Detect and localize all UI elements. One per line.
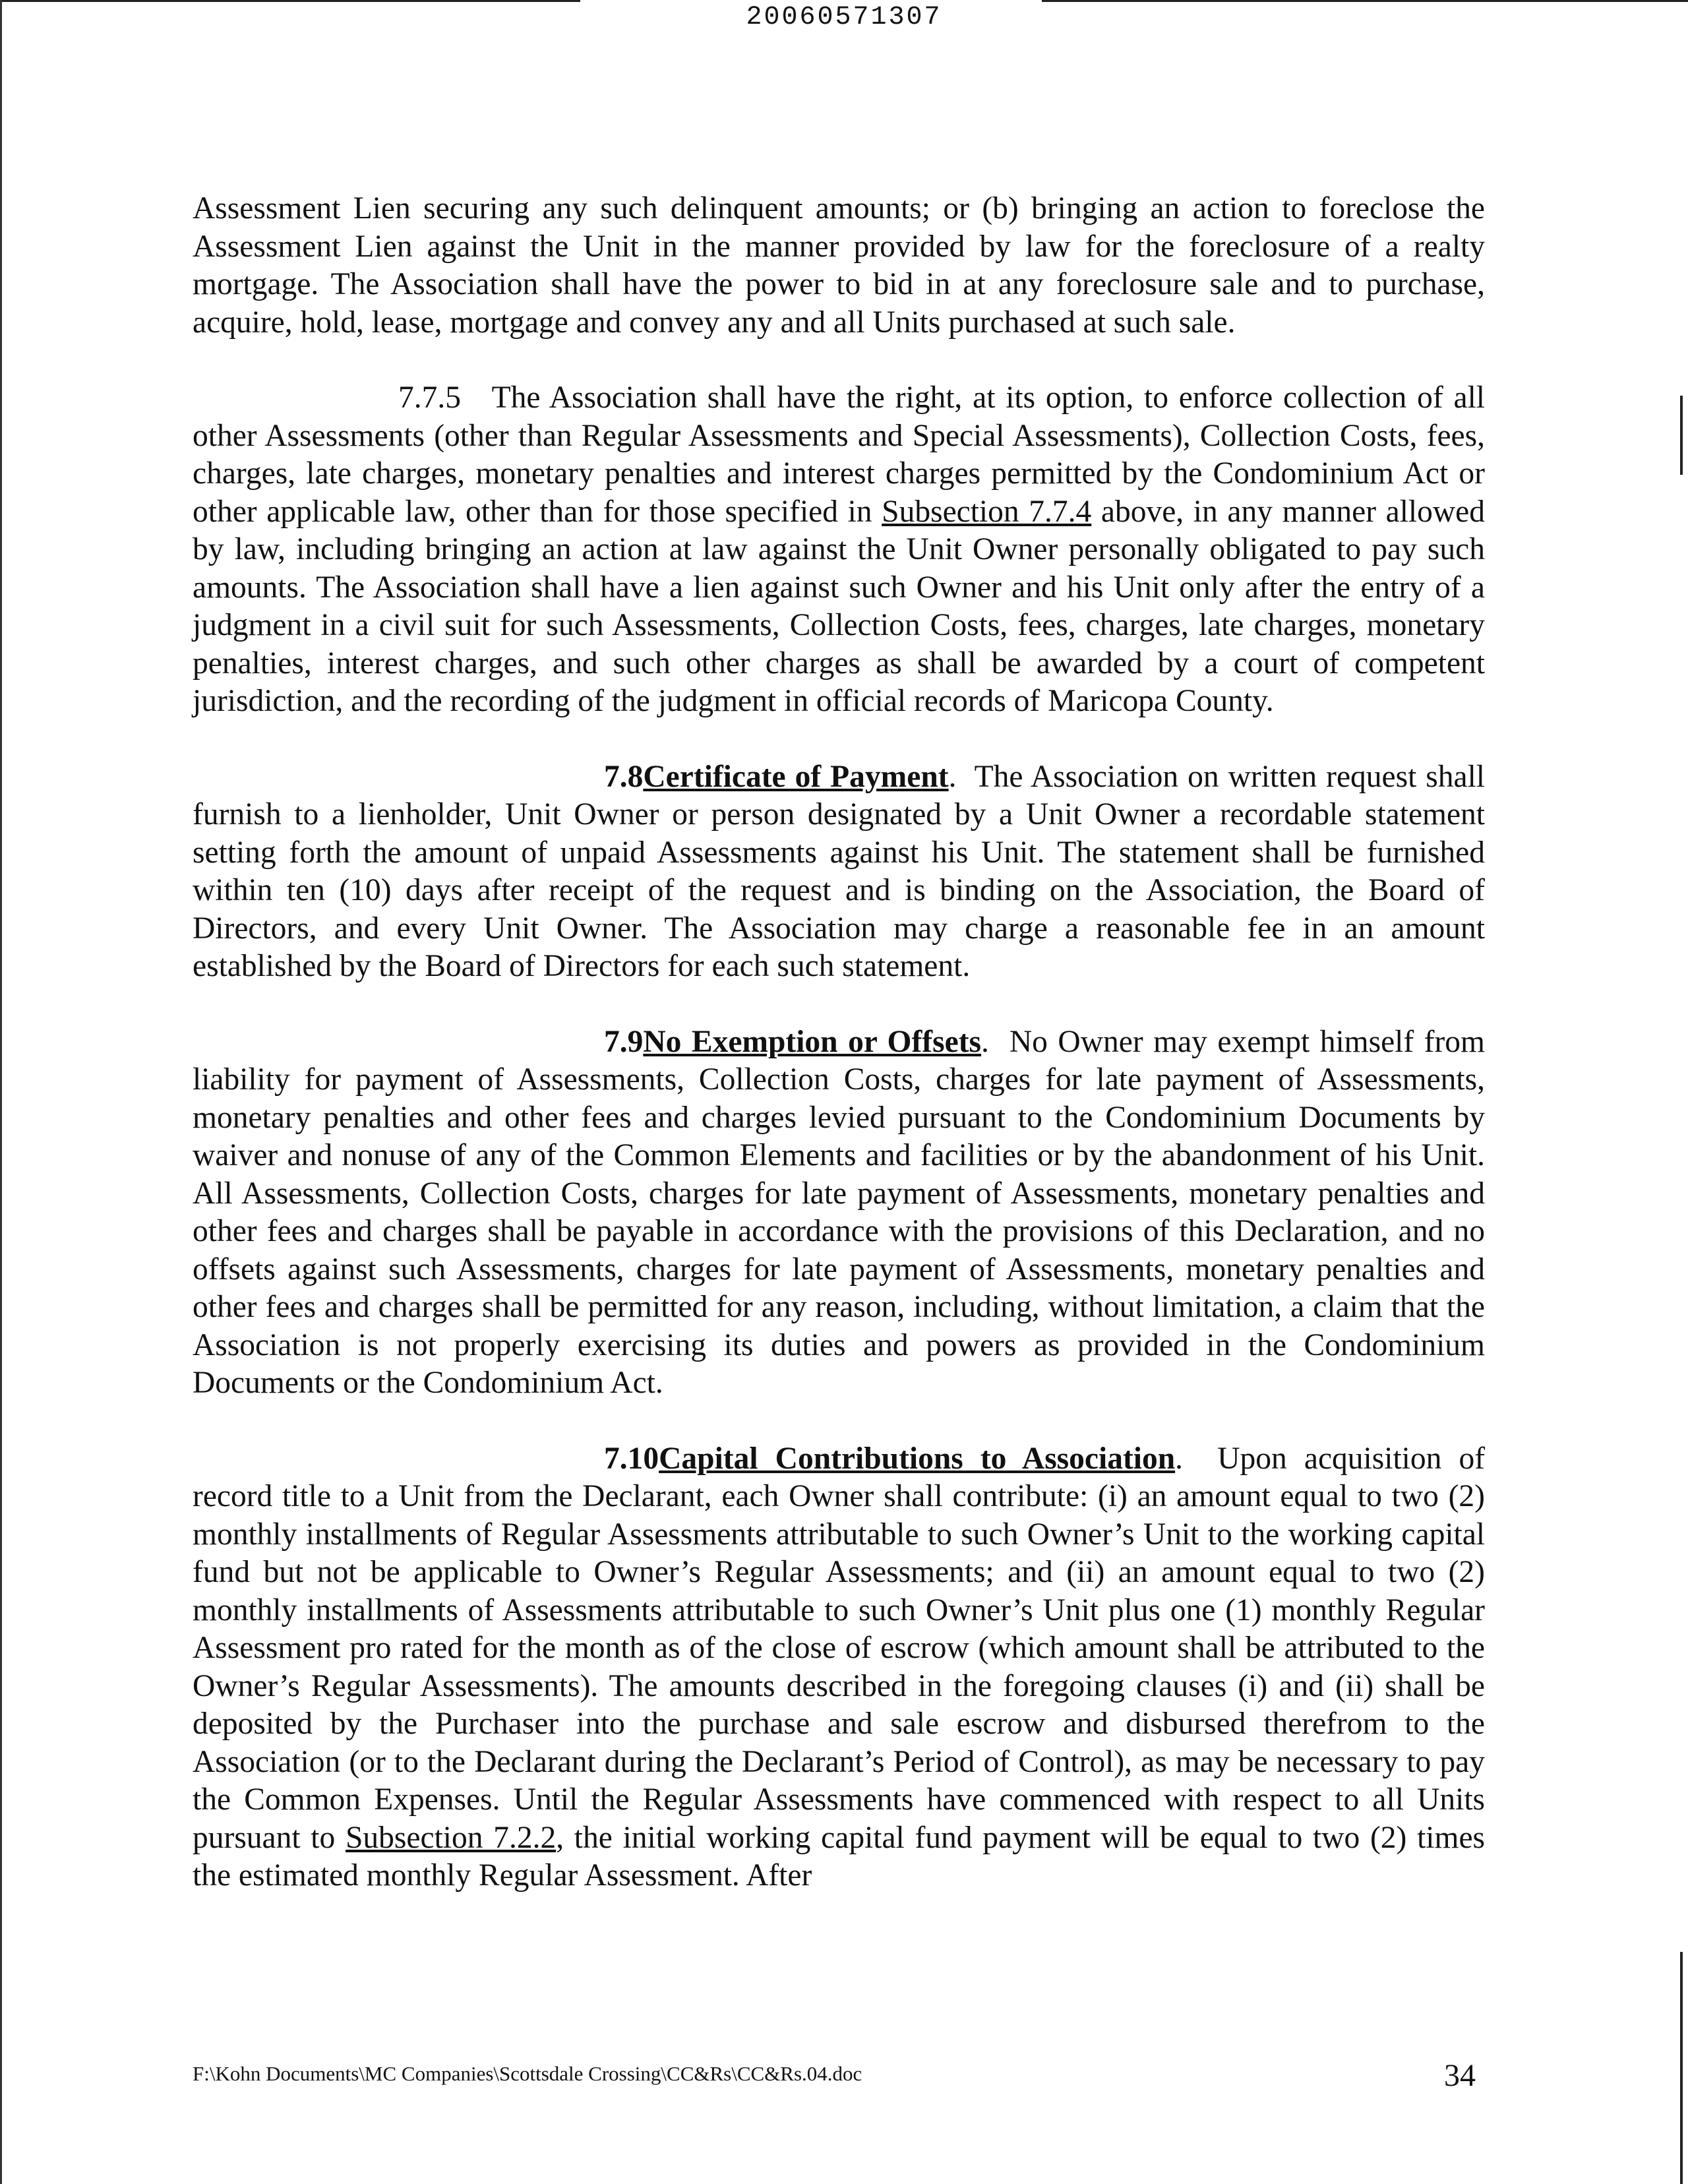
paragraph-text: above, in any manner allowed by law, including bringing an action at law against the Unit Owner personally obligated to pay such amounts. The Association shall have a lien against such Owner and his Unit only after the entry of a judgment in a civil suit for such Assessments, Collection Costs, fees, charges, late charges, monetary penalties, interest charges, and such other charges as shall be awarded by a court of competent jurisdiction, and the recording of the judgment in official records of Maricopa County.: [193, 494, 1485, 718]
subsection-number: 7.7.5: [398, 380, 461, 415]
section-number: 7.8: [604, 759, 644, 794]
left-scan-edge: [0, 0, 2, 2184]
top-border-right: [1042, 0, 1688, 2]
top-border-left: [0, 0, 580, 2]
subsection-reference: Subsection 7.2.2: [346, 1820, 557, 1855]
paragraph-7-7-4-continued: Assessment Lien securing any such delinquent amounts; or (b) bringing an action to foreclose the Assessment Lien against the Unit in the manner provided by law for the foreclosure of a realty mortgage. The Association shall have the power to bid in at any foreclosure sale and to purchase, acquire, hold, lease, mortgage and convey any and all Units purchased at such sale.: [193, 191, 1485, 340]
document-body: [193, 190, 1485, 1933]
section-text: The Association on written request shall furnish to a lienholder, Unit Owner or person designated by a Unit Owner a recordable statement setting forth the amount of unpaid Assessments against his Unit. The statement shall be furnished within ten (10) days after receipt of the request and is binding on the Association, the Board of Directors, and every Unit Owner. The Association may charge a reasonable fee in an amount established by the Board of Directors for each such statement.: [193, 759, 1485, 983]
page-number: 34: [1444, 2058, 1476, 2093]
section-number: 7.9: [604, 1024, 644, 1059]
section-text: Upon acquisition of record title to a Unit from the Declarant, each Owner shall contribute: (i) an amount equal to two (2) monthly installments of Regular Assessments attributable to such Owner’s Unit to the working capital fund but not be applicable to Owner’s Regular Assessments; and (ii) an amount equal to two (2) monthly installments of Assessments attributable to such Owner’s Unit plus one (1) monthly Regular Assessment pro rated for the month as of the close of escrow (which amount shall be attributed to the Owner’s Regular Assessments). The amounts described in the foregoing clauses (i) and (ii) shall be deposited by the Purchaser into the purchase and sale escrow and disbursed therefrom to the Association (or to the Declarant during the Declarant’s Period of Control), as may be necessary to pay the Common Expenses. Until the Regular Assessments have commenced with respect to all Units pursuant to: [193, 1441, 1486, 1855]
section-text: , the initial working capital fund payment will be equal to two (2) times the estimated monthly Regular Assessment. After: [193, 1820, 1486, 1893]
paragraph-7-7-5: [193, 379, 1485, 721]
section-heading: Certificate of Payment: [643, 759, 949, 794]
recording-number: 20060571307: [746, 3, 942, 32]
paragraph-text: The Association shall have the right, at its option, to enforce collection of all other Assessments (other than Regular Assessments and Special Assessments), Collection Costs, fees, charges, late charges, monetary penalties and interest charges permitted by the Condominium Act or other applicable law, other than for those specified in: [193, 380, 1485, 529]
section-heading: No Exemption or Offsets: [643, 1024, 981, 1059]
subsection-reference: Subsection 7.7.4: [882, 494, 1092, 529]
section-7-10: 7.10Capital Contributions to Association. Upon acquisition of record title to a Unit from the Declarant, each Owner shall contribute: (i) an amount equal to two (2) monthly installments of Regular Assessments attributable to such Owner’s Unit to the working capital fund but not be applicable to Owner’s Regular Assessments; and (ii) an amount equal to two (2) monthly installments of Assessments attributable to such Owner’s Unit plus one (1) monthly Regular Assessment pro rated for the month as of the close of escrow (which amount shall be attributed to the Owner’s Regular Assessments). The amounts described in the foregoing clauses (i) and (ii) shall be deposited by the Purchaser into the purchase and sale escrow and disbursed therefrom to the Association (or to the Declarant during the Declarant’s Period of Control), as may be necessary to pay the Common Expenses. Until the Regular Assessments have commenced with respect to all Units pursuant to Subsection 7.2.2, the initial working capital fund payment will be equal to two (2) times the estimated monthly Regular Assessment. After: [193, 1441, 1486, 1893]
section-7-9: 7.9No Exemption or Offsets. No Owner may exempt himself from liability for payment of Assessments, Collection Costs, charges for late payment of Assessments, monetary penalties and other fees and charges levied pursuant to the Condominium Documents by waiver and nonuse of any of the Common Elements and facilities or by the abandonment of his Unit. All Assessments, Collection Costs, charges for late payment of Assessments, monetary penalties and other fees and charges shall be payable in accordance with the provisions of this Declaration, and no offsets against such Assessments, charges for late payment of Assessments, monetary penalties and other fees and charges shall be permitted for any reason, including, without limitation, a claim that the Association is not properly exercising its duties and powers as provided in the Condominium Documents or the Condominium Act.: [193, 1024, 1485, 1400]
right-scan-mark: [1680, 396, 1683, 475]
section-text: No Owner may exempt himself from liability for payment of Assessments, Collection Costs, charges for late payment of Assessments, monetary penalties and other fees and charges levied pursuant to the Condominium Documents by waiver and nonuse of any of the Common Elements and facilities or by the abandonment of his Unit. All Assessments, Collection Costs, charges for late payment of Assessments, monetary penalties and other fees and charges shall be payable in accordance with the provisions of this Declaration, and no offsets against such Assessments, charges for late payment of Assessments, monetary penalties and other fees and charges shall be permitted for any reason, including, without limitation, a claim that the Association is not properly exercising its duties and powers as provided in the Condominium Documents or the Condominium Act.: [193, 1024, 1485, 1400]
section-heading: Capital Contributions to Association: [659, 1441, 1176, 1476]
right-scan-edge: [1680, 1952, 1683, 2184]
footer-file-path: F:\Kohn Documents\MC Companies\Scottsdale Crossing\CC&Rs\CC&Rs.04.doc: [193, 2062, 862, 2085]
section-number: 7.10: [604, 1441, 659, 1476]
section-7-8: 7.8Certificate of Payment. The Association on written request shall furnish to a lienholder, Unit Owner or person designated by a Unit Owner a recordable statement setting forth the amount of unpaid Assessments against his Unit. The statement shall be furnished within ten (10) days after receipt of the request and is binding on the Association, the Board of Directors, and every Unit Owner. The Association may charge a reasonable fee in an amount established by the Board of Directors for each such statement.: [193, 759, 1485, 983]
